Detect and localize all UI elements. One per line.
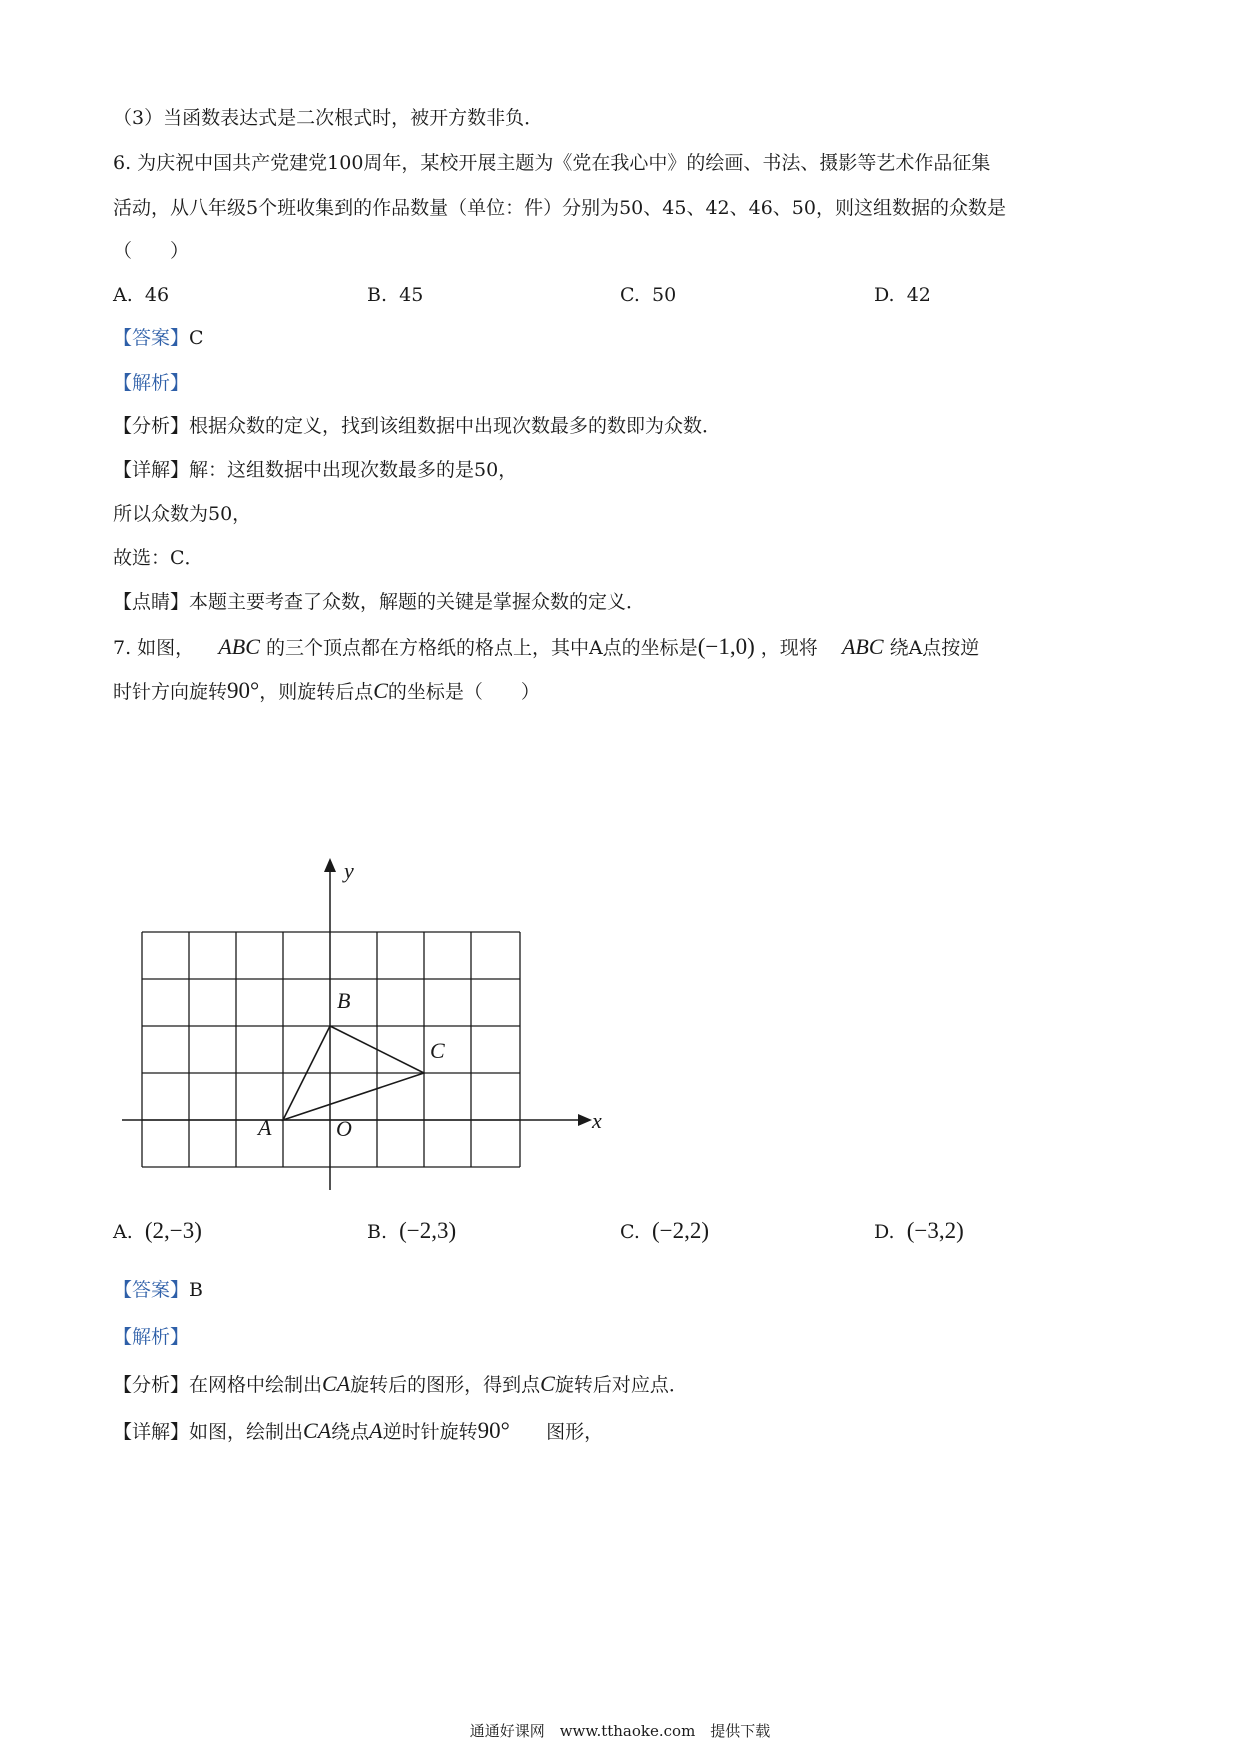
q6-dianjing: 【点睛】本题主要考查了众数，解题的关键是掌握众数的定义． [113,591,646,613]
point-c-label: C [430,1038,445,1063]
q6-fenxi: 【分析】根据众数的定义，找到该组数据中出现次数最多的数即为众数． [113,415,722,437]
q6-option-c: C. 50 [620,284,677,306]
q6-stem-line2: 活动，从八年级5个班收集到的作品数量（单位：件）分别为50、45、42、46、50，则这组数据的众数是 [113,197,1006,219]
q6-xiangjie-3: 故选：C． [113,547,204,569]
q7-xiangjie: 【详解】如图，绘制出CA绕点A逆时针旋转90° 图形， [113,1418,604,1443]
point-b-label: B [337,988,351,1013]
q7-option-a: A. (2,−3) [113,1218,202,1243]
axes [122,868,582,1190]
q7-stem-line2: 时针方向旋转90°，则旋转后点C的坐标是（ ） [113,678,540,703]
x-axis-arrow [578,1114,592,1126]
q7-analysis-heading: 【解析】 [113,1326,190,1348]
q6-stem-line1: 6. 为庆祝中国共产党建党100周年，某校开展主题为《党在我心中》的绘画、书法、摄影等艺术作品征集 [113,152,991,174]
q6-xiangjie-2: 所以众数为50， [113,503,252,525]
q6-option-a: A. 46 [113,284,170,306]
q7-option-b: B. (−2,3) [367,1218,457,1243]
q7-option-c: C. (−2,2) [620,1218,710,1243]
grid [142,932,520,1167]
q7-stem-line1: 7. 如图， ABC 的三个顶点都在方格纸的格点上，其中A点的坐标是(−1,0) ，现将 ABC 绕A点按逆 [113,634,980,659]
origin-label: O [336,1116,352,1141]
y-axis-arrow [324,858,336,872]
q7-option-d: D. (−3,2) [874,1218,964,1243]
page-footer: 通通好课网 www.tthaoke.com 提供下载 [469,1722,771,1740]
q7-fenxi: 【分析】在网格中绘制出CA旋转后的图形，得到点C旋转后对应点． [113,1371,688,1396]
q6-option-b: B. 45 [367,284,424,306]
q6-xiangjie: 【详解】解：这组数据中出现次数最多的是50， [113,459,518,481]
y-axis-label: y [344,858,354,883]
q6-analysis-heading: 【解析】 [113,372,190,394]
triangle-abc [283,1026,424,1120]
x-axis-label: x [592,1108,602,1133]
q6-answer: 【答案】C [113,327,204,349]
q6-option-d: D. 42 [874,284,931,306]
intro-text: （3）当函数表达式是二次根式时，被开方数非负． [113,107,544,129]
point-a-label: A [258,1115,272,1140]
q7-answer: 【答案】B [113,1279,203,1301]
q6-stem-line3: （ ） [113,240,190,262]
